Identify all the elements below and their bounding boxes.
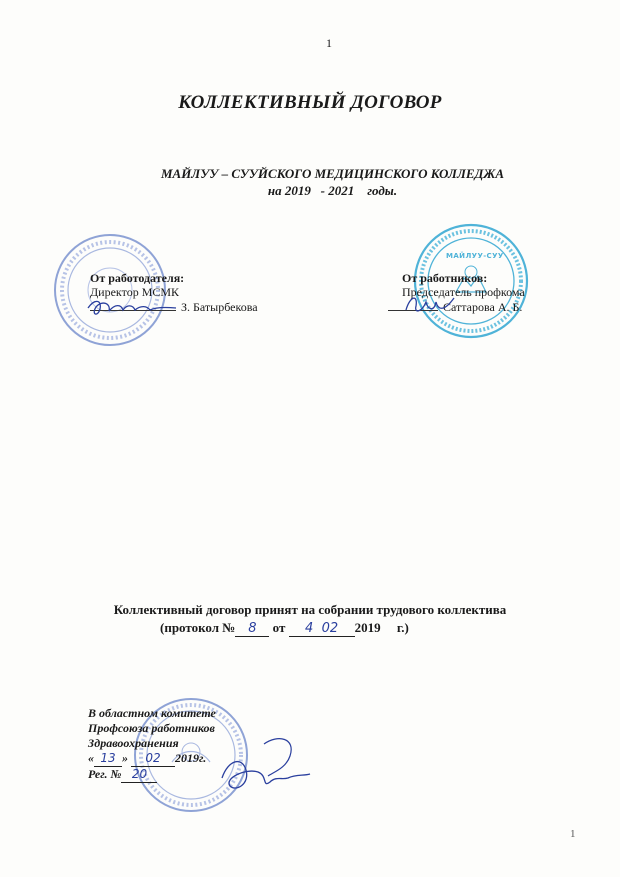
registration-number-label: Рег. № bbox=[88, 767, 122, 781]
employees-heading: От работников: bbox=[402, 271, 488, 285]
protocol-line bbox=[160, 620, 409, 637]
registration-line-2: Профсоюза работников bbox=[88, 721, 215, 735]
registration-block bbox=[88, 706, 216, 783]
protocol-suffix: г.) bbox=[396, 620, 409, 635]
employer-position: Директор МСМК bbox=[90, 285, 180, 299]
registration-number-field bbox=[121, 767, 157, 783]
registration-line-3: Здравоохранения bbox=[88, 736, 179, 750]
employer-heading: От работодателя: bbox=[90, 271, 185, 285]
registration-year: 2019г. bbox=[175, 751, 207, 765]
registration-line-1: В областном комитете bbox=[88, 706, 216, 720]
protocol-prefix: (протокол № bbox=[160, 620, 236, 635]
union-stamp-text: МАЙЛУУ-СУУ bbox=[446, 252, 504, 260]
footer-page-number: 1 bbox=[570, 828, 576, 840]
registration-month: 02 bbox=[145, 751, 161, 765]
employer-handwritten-signature bbox=[84, 296, 180, 322]
college-name: МАЙЛУУ – СУУЙСКОГО МЕДИЦИНСКОГО КОЛЛЕДЖА bbox=[160, 166, 505, 181]
protocol-date: 4 02 bbox=[305, 621, 339, 636]
employees-handwritten-signature bbox=[400, 290, 460, 320]
registration-day-field bbox=[94, 751, 122, 767]
protocol-number-field bbox=[235, 620, 269, 637]
adoption-statement: Коллективный договор принят на собрании трудового коллектива bbox=[113, 602, 507, 617]
protocol-year: 2019 bbox=[354, 620, 381, 635]
registration-handwritten-signature bbox=[206, 730, 314, 806]
employees-name: Саттарова А. Б. bbox=[443, 300, 523, 314]
employer-name: З. Батырбекова bbox=[181, 300, 258, 314]
registration-close-quote: » bbox=[122, 751, 128, 765]
protocol-from-label: от bbox=[272, 620, 286, 635]
contract-years: на 2019 - 2021 годы. bbox=[267, 183, 398, 198]
registration-number: 20 bbox=[131, 767, 148, 781]
protocol-date-field bbox=[289, 620, 355, 637]
document-title: КОЛЛЕКТИВНЫЙ ДОГОВОР bbox=[178, 92, 442, 113]
page-number: 1 bbox=[326, 36, 332, 50]
registration-open-quote: « bbox=[88, 751, 94, 765]
registration-day: 13 bbox=[100, 751, 116, 765]
registration-number-row bbox=[88, 767, 216, 783]
protocol-number: 8 bbox=[248, 621, 257, 636]
registration-date bbox=[88, 751, 216, 767]
employees-position: Председатель профкома bbox=[402, 285, 525, 299]
registration-month-field bbox=[131, 751, 175, 767]
